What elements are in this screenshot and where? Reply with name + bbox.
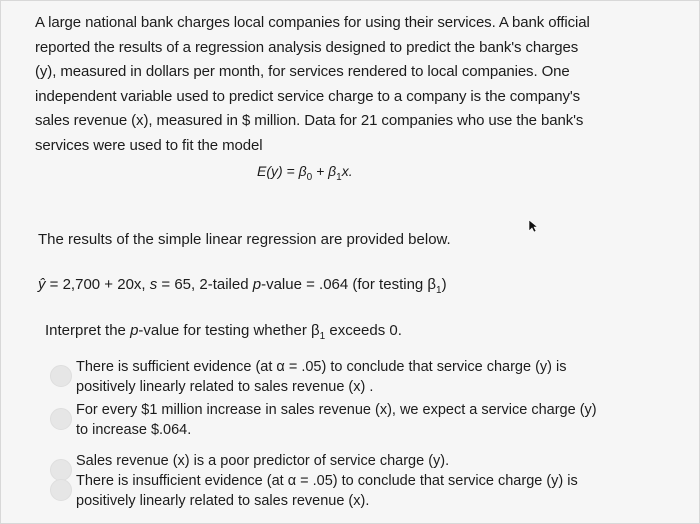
radio-button[interactable] (50, 479, 72, 501)
answer-option-text: For every $1 million increase in sales revenue (x), we expect a service charge (y) to increase $.064. (76, 402, 597, 438)
answer-option-text: There is sufficient evidence (at α = .05) to conclude that service charge (y) is positively linearly related to sales revenue (x) . (76, 359, 567, 395)
answer-option[interactable] (50, 400, 650, 440)
intro-line: sales revenue (x), measured in $ million. Data for 21 companies who use the bank's (35, 112, 584, 129)
radio-button[interactable] (50, 365, 72, 387)
intro-line: reported the results of a regression analysis designed to predict the bank's charges (35, 38, 579, 56)
intro-line: independent variable used to predict service charge to a company is the company's (35, 87, 581, 105)
mouse-pointer-icon (528, 219, 538, 233)
model-equation: $E(y) = \beta_0 + \beta_1x$. (257, 163, 353, 183)
question-intro (35, 11, 675, 158)
answer-option-text: There is insufficient evidence (at α = .05) to conclude that service charge (y) is positively linearly related to sales revenue (x). (76, 473, 578, 509)
intro-line: services were used to fit the model (35, 136, 263, 154)
answer-option[interactable] (50, 471, 650, 511)
regression-equation: ŷ = 2,700 + 20x, s = 65, 2-tailed p-value = .064 (for testing $\beta_1$) (38, 276, 447, 296)
answer-option[interactable] (50, 357, 650, 397)
intro-line: (y), measured in dollars per month, for services rendered to local companies. One (35, 63, 570, 80)
question-prompt: Interpret the p-value for testing whether $\beta_1$ exceeds 0. (45, 322, 402, 342)
radio-button[interactable] (50, 408, 72, 430)
intro-line: A large national bank charges local companies for using their services. A bank official (35, 14, 590, 31)
answer-option-text: Sales revenue (x) is a poor predictor of service charge (y). (76, 453, 450, 469)
results-text: The results of the simple linear regression are provided below. (38, 231, 451, 248)
